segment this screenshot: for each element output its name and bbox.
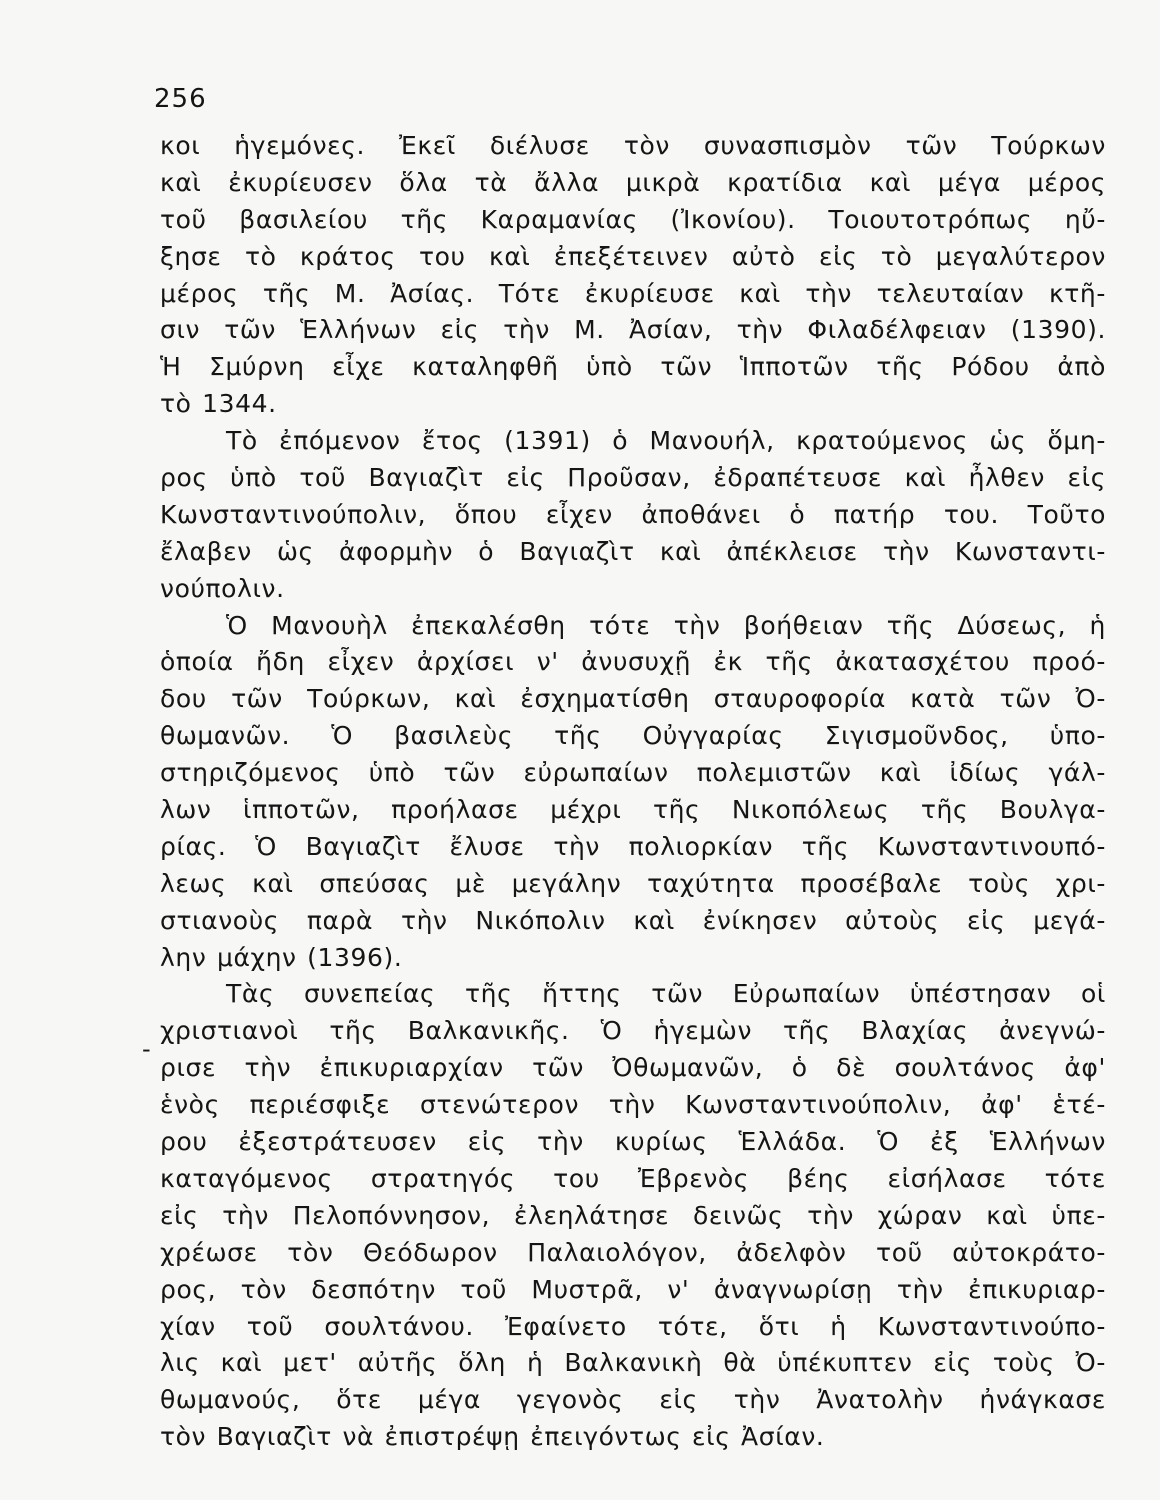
text-line: νούπολιν. [160, 573, 285, 603]
text-line: λων ἱπποτῶν, προήλασε μέχρι τῆς Νικοπόλεως τῆς Βουλγα- [160, 795, 1106, 825]
paragraph-start-line: Τὰς συνεπείας τῆς ἥττης τῶν Εὐρωπαίων ὑπέστησαν οἱ [226, 979, 1106, 1009]
text-line: χρέωσε τὸν Θεόδωρον Παλαιολόγον, ἀδελφὸν τοῦ αὐτοκράτο- [160, 1237, 1106, 1267]
text-line: στιανοὺς παρὰ τὴν Νικόπολιν καὶ ἐνίκησεν αὐτοὺς εἰς μεγά- [160, 905, 1106, 935]
text-line: τὸ 1344. [160, 389, 277, 419]
paragraph-start-line: Τὸ ἐπόμενον ἔτος (1391) ὁ Μανουήλ, κρατούμενος ὡς ὅμη- [226, 426, 1106, 456]
body-text [160, 128, 1106, 1456]
text-line: στηριζόμενος ὑπὸ τῶν εὐρωπαίων πολεμιστῶν καὶ ἰδίως γάλ- [160, 758, 1106, 788]
text-line: ρου ἐξεστράτευσεν εἰς τὴν κυρίως Ἑλλάδα. Ὁ ἐξ Ἑλλήνων [160, 1127, 1106, 1157]
text-line: λις καὶ μετ' αὐτῆς ὅλη ἡ Βαλκανικὴ θὰ ὑπέκυπτεν εἰς τοὺς Ὀ- [160, 1348, 1106, 1378]
text-line: λεως καὶ σπεύσας μὲ μεγάλην ταχύτητα προσέβαλε τοὺς χρι- [160, 868, 1106, 898]
text-line: τοῦ βασιλείου τῆς Καραμανίας (Ἰκονίου). Τοιουτοτρόπως ηὔ- [160, 204, 1106, 234]
text-line: Ἡ Σμύρνη εἶχε καταληφθῆ ὑπὸ τῶν Ἱπποτῶν τῆς Ρόδου ἀπὸ [160, 352, 1106, 382]
text-line: ρος ὑπὸ τοῦ Βαγιαζὶτ εἰς Προῦσαν, ἐδραπέτευσε καὶ ἦλθεν εἰς [160, 463, 1106, 493]
text-line: Κωνσταντινούπολιν, ὅπου εἶχεν ἀποθάνει ὁ πατήρ του. Τοῦτο [160, 499, 1106, 529]
text-line: ρίας. Ὁ Βαγιαζὶτ ἔλυσε τὴν πολιορκίαν τῆς Κωνσταντινουπό- [160, 831, 1106, 861]
text-line: χίαν τοῦ σουλτάνου. Ἐφαίνετο τότε, ὅτι ἡ Κωνσταντινούπο- [160, 1311, 1106, 1341]
text-line: λην μάχην (1396). [160, 942, 403, 972]
text-line: μέρος τῆς Μ. Ἀσίας. Τότε ἐκυρίευσε καὶ τὴν τελευταίαν κτῆ- [160, 278, 1106, 308]
page-number: 256 [154, 84, 207, 114]
text-line: ὁποία ἤδη εἶχεν ἀρχίσει ν' ἀνυσυχῇ ἐκ τῆς ἀκατασχέτου προό- [160, 647, 1106, 677]
text-line: ρος, τὸν δεσπότην τοῦ Μυστρᾶ, ν' ἀναγνωρίσῃ τὴν ἐπικυριαρ- [160, 1274, 1106, 1304]
text-line: εἰς τὴν Πελοπόννησον, ἐλεηλάτησε δεινῶς τὴν χώραν καὶ ὑπε- [160, 1200, 1106, 1230]
text-line: δου τῶν Τούρκων, καὶ ἐσχηματίσθη σταυροφορία κατὰ τῶν Ὀ- [160, 684, 1106, 714]
text-line: χριστιανοὶ τῆς Βαλκανικῆς. Ὁ ἡγεμὼν τῆς Βλαχίας ἀνεγνώ- [160, 1016, 1106, 1046]
text-line: ἔλαβεν ὡς ἀφορμὴν ὁ Βαγιαζὶτ καὶ ἀπέκλεισε τὴν Κωνσταντι- [160, 536, 1106, 566]
text-line: σιν τῶν Ἑλλήνων εἰς τὴν Μ. Ἀσίαν, τὴν Φιλαδέλφειαν (1390). [160, 315, 1106, 345]
paragraph-start-line: Ὁ Μανουὴλ ἐπεκαλέσθη τότε τὴν βοήθειαν τῆς Δύσεως, ἡ [226, 610, 1106, 640]
text-line: καταγόμενος στρατηγός του Ἐβρενὸς βέης εἰσήλασε τότε [160, 1163, 1106, 1193]
text-line: ρισε τὴν ἐπικυριαρχίαν τῶν Ὀθωμανῶν, ὁ δὲ σουλτάνος ἀφ' [160, 1053, 1106, 1083]
text-line: καὶ ἐκυρίευσεν ὅλα τὰ ἄλλα μικρὰ κρατίδια καὶ μέγα μέρος [160, 167, 1106, 197]
text-line: ἑνὸς περιέσφιξε στενώτερον τὴν Κωνσταντινούπολιν, ἀφ' ἑτέ- [160, 1090, 1106, 1120]
text-line: τὸν Βαγιαζὶτ νὰ ἐπιστρέψῃ ἐπειγόντως εἰς Ἀσίαν. [160, 1422, 825, 1452]
margin-hyphen-mark: - [142, 1035, 151, 1063]
text-line: ξησε τὸ κράτος του καὶ ἐπεξέτεινεν αὐτὸ εἰς τὸ μεγαλύτερον [160, 241, 1106, 271]
text-line: θωμανούς, ὅτε μέγα γεγονὸς εἰς τὴν Ἀνατολὴν ἠνάγκασε [160, 1385, 1106, 1415]
text-line: κοι ἡγεμόνες. Ἐκεῖ διέλυσε τὸν συνασπισμὸν τῶν Τούρκων [160, 131, 1106, 160]
text-line: θωμανῶν. Ὁ βασιλεὺς τῆς Οὐγγαρίας Σιγισμοῦνδος, ὑπο- [160, 721, 1106, 751]
